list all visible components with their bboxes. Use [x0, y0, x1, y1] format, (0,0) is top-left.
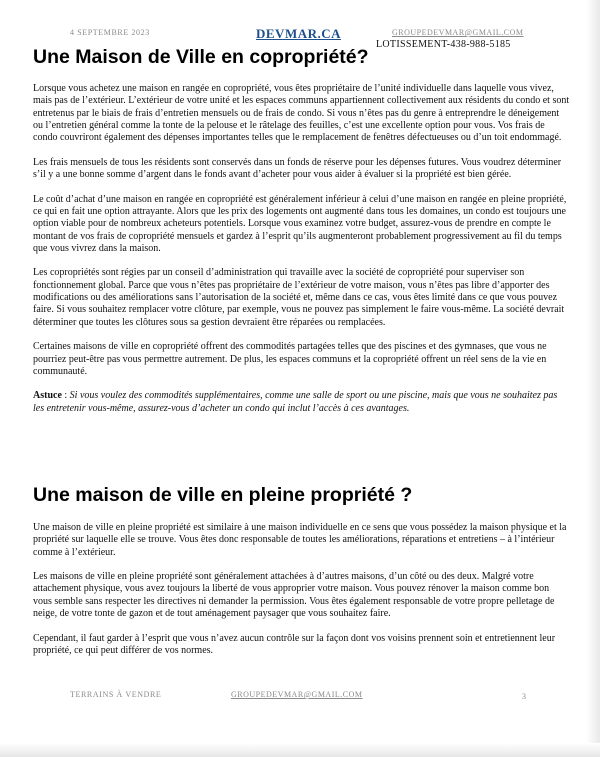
paragraph: Une maison de ville en pleine propriété est similaire à une maison individuelle en ce sens que vous possédez la maison physique et la propriété sur laquelle elle se trouve. Vous êtes donc responsable de toutes les améliorations, réparations et entretiens – à l’intérieur comme à l’extérieur. — [33, 522, 567, 558]
page-header — [0, 8, 600, 48]
section-title-copropriete: Une Maison de Ville en copropriété? — [33, 46, 369, 68]
paragraph: Les frais mensuels de tous les résidents sont conservés dans un fonds de réserve pour les dépenses futures. Vous voudrez déterminer s’il y a une bonne somme d’argent dans le fonds avant d’acheter pour vous aider à évaluer si la propriété est bien gérée. — [33, 156, 562, 181]
footer-email-link[interactable]: GROUPEDEVMAR@GMAIL.COM — [231, 690, 363, 699]
header-date: 4 SEPTEMBRE 2023 — [70, 28, 150, 37]
page-edge-shadow-right — [586, 0, 600, 757]
page-edge-shadow-bottom — [0, 743, 600, 757]
paragraph: Certaines maisons de ville en copropriété offrent des commodités partagées telles que des piscines et des gymnases, que vous ne pourriez peut-être pas vous permettre autrement. De plus, les espaces communs et la copropriété offrent un réel sens de la vie en communauté. — [33, 341, 547, 377]
header-brand-link[interactable]: DEVMAR.CA — [256, 26, 342, 41]
paragraph: Le coût d’achat d’une maison en rangée en copropriété est généralement inférieur à celui d’une maison en rangée en pleine propriété, ce qui en fait une option attrayante. Alors que les prix des logements ont augmenté dans tous les domaines, un condo est toujours une option viable pour de nombreux acheteurs potentiels. Lorsque vous examinez votre budget, assurez-vous de prendre en compte le montant de vos frais de copropriété mensuels et gardez à l’esprit qu’ils augmenteront probablement progressivement au fil du temps que vous vivrez dans la maison. — [33, 193, 567, 254]
paragraph: Lorsque vous achetez une maison en rangée en copropriété, vous êtes propriétaire de l’unité individuelle dans laquelle vous vivez, mais pas de l’extérieur. L’extérieur de votre unité et les espaces communs appartiennent collectivement aux résidents du condo et sont entretenus par le biais de frais d’entretien mensuels ou de frais de condo. Si vous n’êtes pas du genre à entreprendre le déneigement ou l’entretien général comme la tonte de la pelouse et le râtelage des feuilles, c’est une excellente option pour vous. Vos frais de condo couvriront également des dépenses importantes telles que le remplacement de fenêtres défectueuses ou d’un toit endommagé. — [33, 83, 570, 144]
paragraph: Les maisons de ville en pleine propriété sont généralement attachées à d’autres maisons, d’un côté ou des deux. Malgré votre attachement physique, vous avez toujours la liberté de vous approprier votre maison. Vous pouvez rénover la maison comme bon vous semble sans respecter les directives ni demander la permission. Vous êtes également responsable de votre propre pelletage de neige, de votre tonte de gazon et de tout aménagement paysager que vous souhaitez faire. — [33, 571, 555, 620]
page-number: 3 — [522, 692, 526, 701]
section-body-pleine-propriete — [33, 522, 570, 670]
footer-left-text: TERRAINS À VENDRE — [70, 690, 162, 699]
section-title-pleine-propriete: Une maison de ville en pleine propriété ? — [33, 484, 413, 506]
paragraph: Cependant, il faut garder à l’esprit que vous n’avez aucun contrôle sur la façon dont vos voisins prennent soin et entretiennent leur propriété, ce qui peut différer de vos normes. — [33, 632, 556, 656]
tip-paragraph — [33, 390, 570, 415]
header-phone: LOTISSEMENT-438-988-5185 — [376, 39, 511, 50]
tip-label: Astuce — [33, 390, 62, 402]
paragraph: Les copropriétés sont régies par un conseil d’administration qui travaille avec la société de copropriété pour superviser son fonctionnement global. Parce que vous n’êtes pas propriétaire de l’extérieur de votre maison, vous n’êtes pas libre d’apporter des modifications ou des améliorations sans l’autorisation de la société et, même dans ce cas, vous êtes limité dans ce que vous pouvez faire. Si vous souhaitez remplacer votre clôture, par exemple, vous ne pouvez pas simplement le faire vous-même. La société devrait déterminer que toutes les clôtures sous sa gestion devraient être réparées ou remplacées. — [33, 267, 565, 328]
section-body-copropriete — [33, 83, 570, 427]
tip-separator: : — [61, 390, 70, 402]
header-email-link[interactable]: GROUPEDEVMAR@GMAIL.COM — [392, 28, 524, 37]
tip-text: Si vous voulez des commodités supplémentaires, comme une salle de sport ou une piscine, mais que vous ne souhaitez pas les entretenir vous-même, assurez-vous d’acheter un condo qui inclut l’accès à ces avantages. — [33, 390, 558, 414]
